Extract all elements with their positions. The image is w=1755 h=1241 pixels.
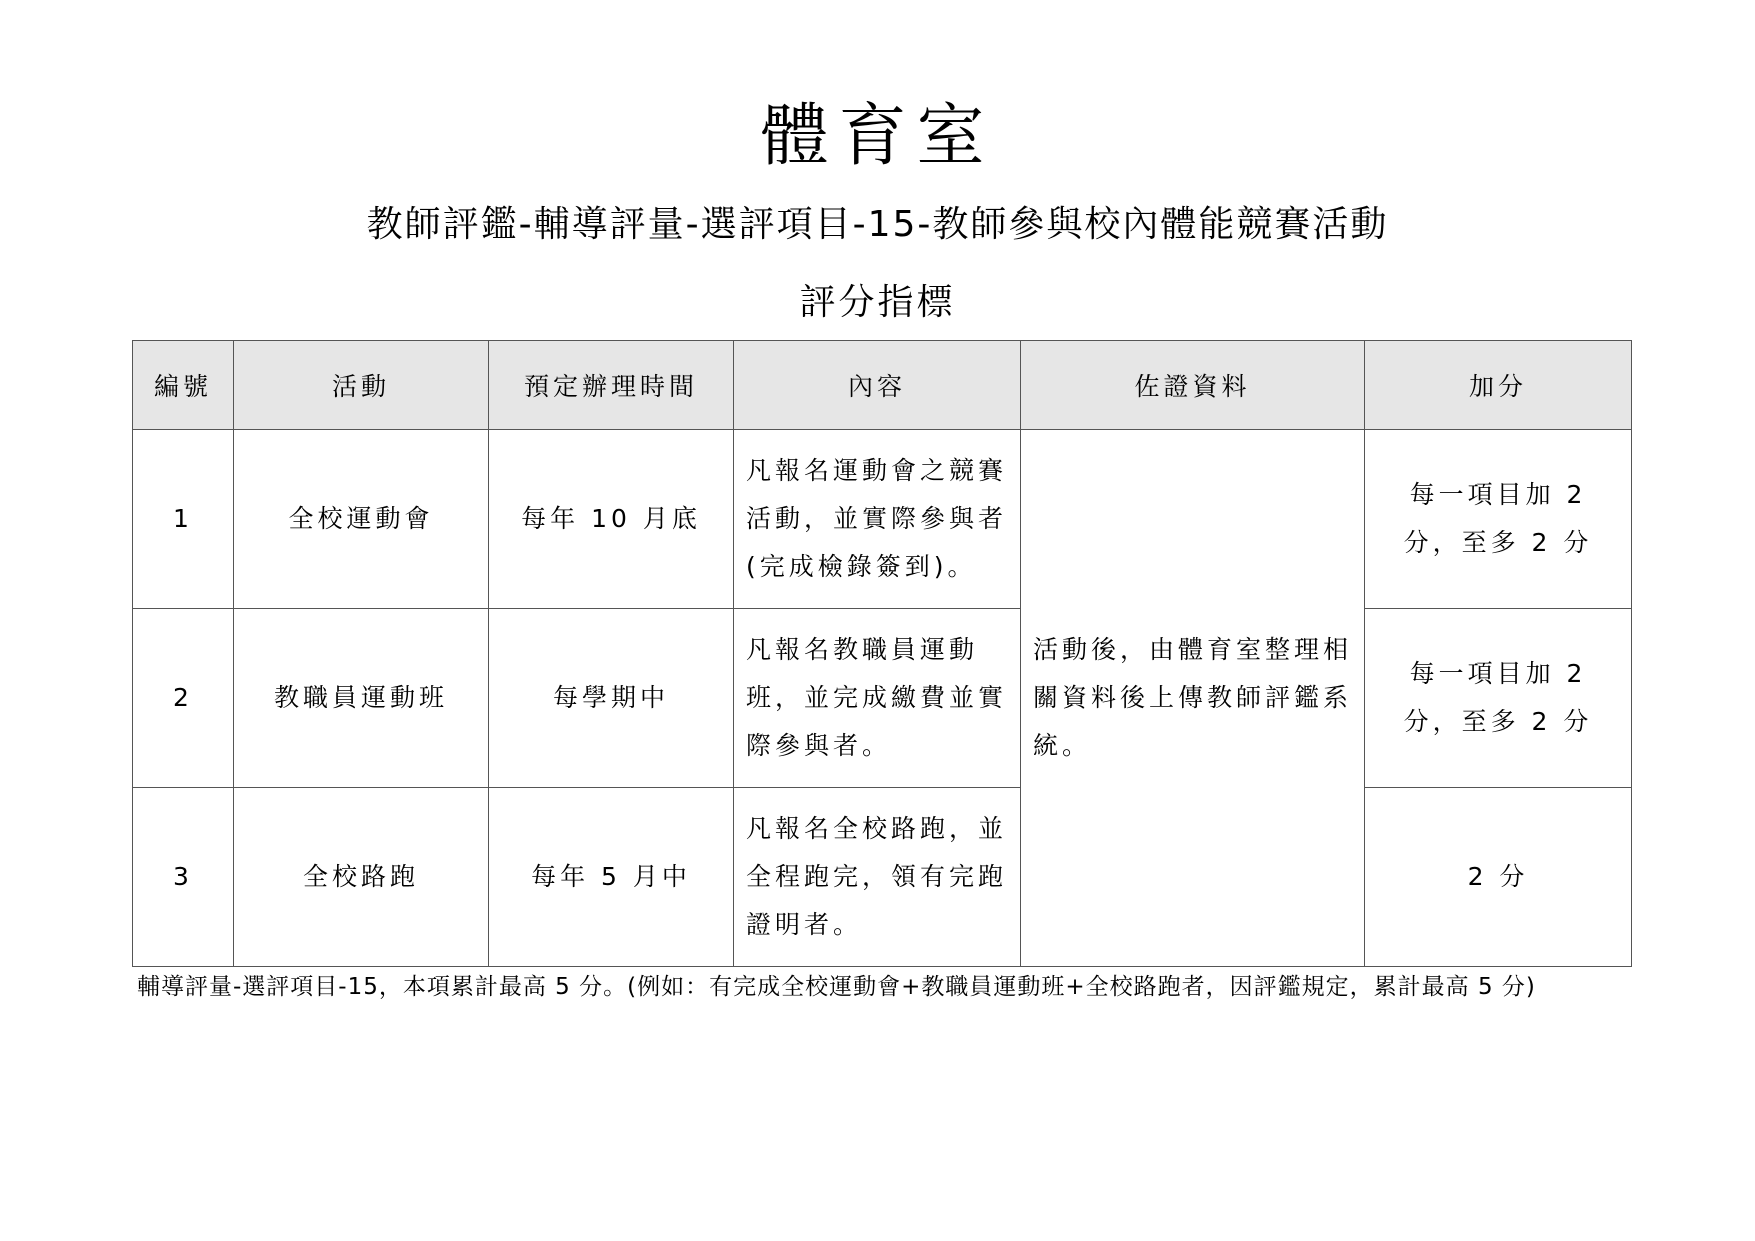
header-evidence: 佐證資料 (1021, 341, 1365, 430)
footnote: 輔導評量-選評項目-15，本項累計最高 5 分。(例如：有完成全校運動會+教職員運動班+全校路跑者，因評鑑規定，累計最高 5 分) (137, 974, 1536, 1000)
row-id: 2 (133, 609, 234, 788)
row-content: 凡報名運動會之競賽活動，並實際參與者(完成檢錄簽到)。 (734, 430, 1021, 609)
row-time: 每年 5 月中 (489, 788, 734, 967)
table-row (133, 430, 1632, 609)
page-subtitle: 教師評鑑-輔導評量-選評項目-15-教師參與校內體能競賽活動 (366, 204, 1389, 245)
section-heading: 評分指標 (799, 282, 956, 323)
row-time: 每年 10 月底 (489, 430, 734, 609)
row-id: 3 (133, 788, 234, 967)
row-id: 1 (133, 430, 234, 609)
row-time: 每學期中 (489, 609, 734, 788)
table-header-row (133, 341, 1632, 430)
row-activity: 全校運動會 (234, 430, 489, 609)
row-content: 凡報名全校路跑，並全程跑完，領有完跑證明者。 (734, 788, 1021, 967)
evidence-cell: 活動後，由體育室整理相關資料後上傳教師評鑑系統。 (1021, 430, 1365, 967)
table-row (133, 609, 1632, 788)
page-title: 體育室 (760, 97, 995, 176)
row-content: 凡報名教職員運動班，並完成繳費並實際參與者。 (734, 609, 1021, 788)
scoring-table (132, 340, 1632, 967)
header-time: 預定辦理時間 (489, 341, 734, 430)
header-content: 內容 (734, 341, 1021, 430)
row-points: 每一項目加 2 分，至多 2 分 (1365, 430, 1632, 609)
header-points: 加分 (1365, 341, 1632, 430)
header-activity: 活動 (234, 341, 489, 430)
row-activity: 教職員運動班 (234, 609, 489, 788)
header-id: 編號 (133, 341, 234, 430)
row-activity: 全校路跑 (234, 788, 489, 967)
row-points: 2 分 (1365, 788, 1632, 967)
row-points: 每一項目加 2 分，至多 2 分 (1365, 609, 1632, 788)
table-row (133, 788, 1632, 967)
